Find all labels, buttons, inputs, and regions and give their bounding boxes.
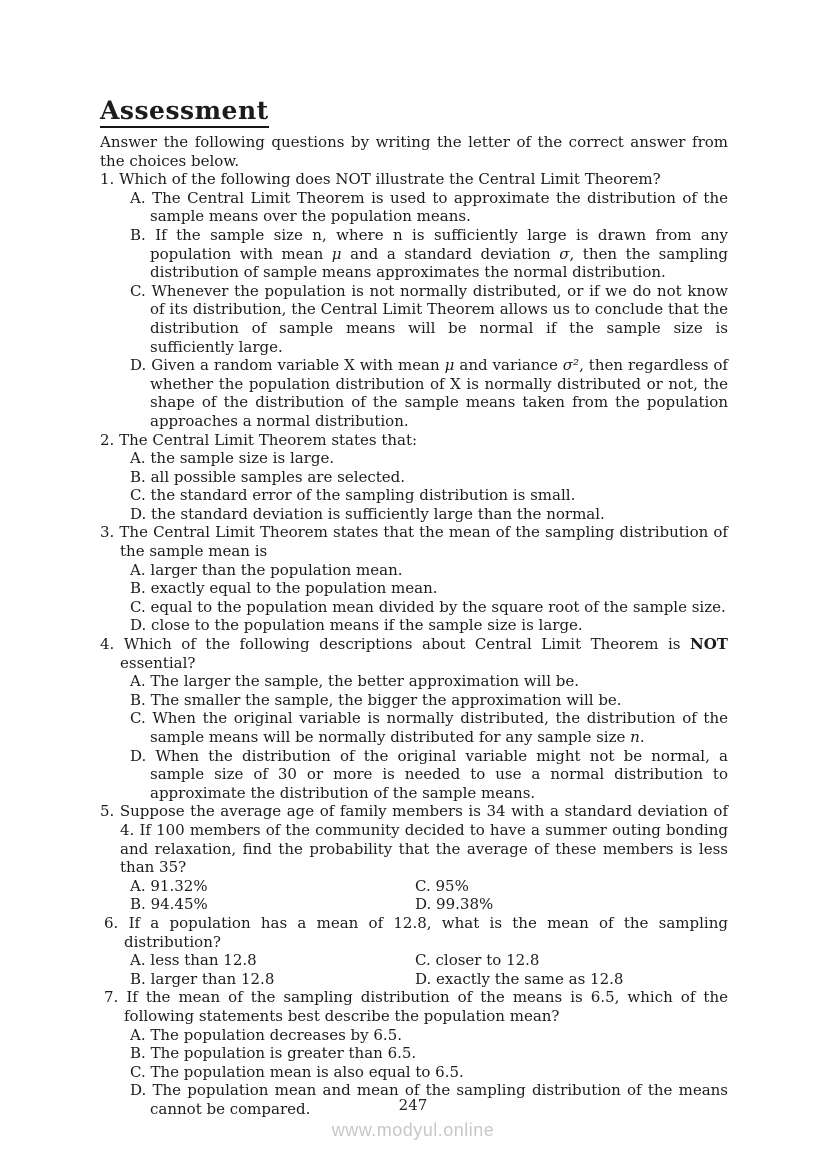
option-text: the standard deviation is sufficiently large than the normal. xyxy=(151,504,605,523)
option-2d xyxy=(130,505,728,524)
option-letter: D. xyxy=(415,969,432,988)
option-text: 99.38% xyxy=(436,895,494,914)
sigma-squared-symbol: σ² xyxy=(562,356,580,375)
option-text: the sample size is large. xyxy=(150,449,335,468)
page-number: 247 xyxy=(398,1096,428,1114)
option-letter: A. xyxy=(130,1025,146,1044)
option-3b xyxy=(130,579,728,598)
option-4c xyxy=(130,709,728,746)
option-letter: C. xyxy=(130,281,146,300)
question-text xyxy=(100,523,728,560)
option-3c xyxy=(130,598,728,617)
option-letter: B. xyxy=(130,969,146,988)
option-letter: C. xyxy=(130,486,146,505)
option-6c xyxy=(415,951,728,970)
option-letter: C. xyxy=(130,1062,146,1081)
question-label: The Central Limit Theorem states that: xyxy=(119,430,418,449)
option-text: the standard error of the sampling distribution is small. xyxy=(150,486,576,505)
option-text: larger than 12.8 xyxy=(150,969,275,988)
option-text: If the sample size n, where n is sufficiently large is drawn from any population with mean μ and a standard deviation σ, then the sampling distribution of sample means approximates the normal distribution. xyxy=(150,225,728,282)
option-5c xyxy=(415,877,728,896)
question-text xyxy=(100,170,728,189)
option-6d xyxy=(415,970,728,989)
question-text xyxy=(100,431,728,450)
question-5 xyxy=(100,802,728,914)
option-letter: C. xyxy=(130,709,146,728)
option-text: larger than the population mean. xyxy=(150,560,403,579)
option-text: The smaller the sample, the bigger the approximation will be. xyxy=(150,690,622,709)
page-title xyxy=(100,97,728,128)
options-two-column xyxy=(130,951,728,988)
option-text: Given a random variable X with mean μ and variance σ², then regardless of whether the population distribution of X is normally distributed or not, the shape of the distribution of the sample means taken from the population approaches a normal distribution. xyxy=(150,356,728,430)
option-text: The population mean is also equal to 6.5. xyxy=(150,1062,464,1081)
option-5b xyxy=(130,895,415,914)
option-2a xyxy=(130,449,728,468)
option-letter: A. xyxy=(130,188,146,207)
option-text: less than 12.8 xyxy=(150,951,257,970)
option-3a xyxy=(130,561,728,580)
option-letter: A. xyxy=(130,449,146,468)
question-4 xyxy=(100,635,728,802)
option-text: The larger the sample, the better approximation will be. xyxy=(150,672,580,691)
option-letter: D. xyxy=(130,356,147,375)
option-4d xyxy=(130,747,728,803)
emphasized-word: NOT xyxy=(690,635,728,654)
option-2b xyxy=(130,468,728,487)
question-number: 6. xyxy=(104,913,119,932)
option-letter: B. xyxy=(130,895,146,914)
option-letter: C. xyxy=(415,951,431,970)
option-letter: B. xyxy=(130,1044,146,1063)
question-2 xyxy=(100,431,728,524)
option-letter: A. xyxy=(130,876,146,895)
option-1d xyxy=(130,356,728,430)
n-symbol: n xyxy=(630,728,640,746)
option-1c xyxy=(130,282,728,356)
option-text: closer to 12.8 xyxy=(435,951,540,970)
option-letter: D. xyxy=(130,1081,147,1100)
option-letter: B. xyxy=(130,467,146,486)
option-letter: C. xyxy=(415,876,431,895)
question-text xyxy=(100,635,728,672)
option-text: exactly the same as 12.8 xyxy=(436,969,624,988)
sigma-symbol: σ xyxy=(559,244,570,263)
option-text: all possible samples are selected. xyxy=(150,467,406,486)
option-text: The population decreases by 6.5. xyxy=(150,1025,402,1044)
page-content xyxy=(100,97,728,1118)
option-text: When the distribution of the original variable might not be normal, a sample size of 30 or more is needed to use a normal distribution to approximate the distribution of the sample means. xyxy=(150,746,728,802)
option-4b xyxy=(130,691,728,710)
option-letter: C. xyxy=(130,597,146,616)
option-letter: B. xyxy=(130,579,146,598)
option-6b xyxy=(130,970,415,989)
option-4a xyxy=(130,672,728,691)
option-letter: D. xyxy=(415,895,432,914)
option-letter: B. xyxy=(130,225,146,244)
question-3 xyxy=(100,523,728,635)
option-7a xyxy=(130,1026,728,1045)
question-label: If a population has a mean of 12.8, what is the mean of the sampling distribution? xyxy=(124,913,728,951)
option-text: The population is greater than 6.5. xyxy=(150,1044,417,1063)
option-letter: D. xyxy=(130,504,147,523)
option-letter: A. xyxy=(130,672,146,691)
question-label: Suppose the average age of family members is 34 with a standard deviation of 4. If 100 members of the community decided to have a summer outing bonding and relaxation, find the probability that the average of these members is less than 35? xyxy=(119,802,728,877)
option-text: The Central Limit Theorem is used to approximate the distribution of the sample means over the population means. xyxy=(150,188,728,226)
option-letter: D. xyxy=(130,746,147,765)
question-label: The Central Limit Theorem states that the mean of the sampling distribution of the sample mean is xyxy=(119,523,728,561)
mu-symbol: μ xyxy=(444,356,455,375)
watermark-url: www.modyul.online xyxy=(331,1120,495,1140)
option-7b xyxy=(130,1044,728,1063)
option-text: When the original variable is normally distributed, the distribution of the sample means will be normally distributed for any sample size n. xyxy=(150,709,728,746)
option-text: Whenever the population is not normally distributed, or if we do not know of its distribution, the Central Limit Theorem allows us to conclude that the distribution of sample means will be normal if the sample size is sufficiently large. xyxy=(150,281,728,356)
option-text: exactly equal to the population mean. xyxy=(150,579,438,598)
question-text xyxy=(100,914,728,951)
intro-text: Answer the following questions by writing the letter of the correct answer from the choices below. xyxy=(100,133,728,170)
page-title-text: Assessment xyxy=(100,97,269,128)
option-text: equal to the population mean divided by the square root of the sample size. xyxy=(150,597,726,616)
question-text xyxy=(100,988,728,1025)
option-text: 91.32% xyxy=(150,876,208,895)
option-text: close to the population means if the sample size is large. xyxy=(151,616,583,635)
mu-symbol: μ xyxy=(331,244,342,263)
option-1b xyxy=(130,226,728,282)
question-number: 7. xyxy=(104,988,119,1007)
question-label: Which of the following does NOT illustrate the Central Limit Theorem? xyxy=(119,170,661,189)
question-label: If the mean of the sampling distribution of the means is 6.5, which of the following statements best describe the population mean? xyxy=(124,988,728,1025)
question-number: 4. xyxy=(100,635,115,654)
question-text xyxy=(100,802,728,876)
option-text: The population mean and mean of the sampling distribution of the means cannot be compared. xyxy=(150,1081,728,1118)
option-text: 94.45% xyxy=(150,895,208,914)
options-two-column xyxy=(130,877,728,914)
option-letter: A. xyxy=(130,560,146,579)
question-6 xyxy=(100,914,728,988)
option-5a xyxy=(130,877,415,896)
option-letter: D. xyxy=(130,616,147,635)
option-letter: A. xyxy=(130,951,146,970)
question-label: Which of the following descriptions about Central Limit Theorem is NOT essential? xyxy=(120,635,728,672)
question-number: 2. xyxy=(100,430,115,449)
option-7c xyxy=(130,1063,728,1082)
option-5d xyxy=(415,895,728,914)
option-3d xyxy=(130,616,728,635)
option-2c xyxy=(130,486,728,505)
question-1 xyxy=(100,170,728,430)
question-number: 5. xyxy=(100,802,115,821)
option-letter: B. xyxy=(130,690,146,709)
option-text: 95% xyxy=(435,876,469,895)
question-number: 3. xyxy=(100,523,115,542)
option-1a xyxy=(130,189,728,226)
question-number: 1. xyxy=(100,170,115,189)
option-6a xyxy=(130,951,415,970)
